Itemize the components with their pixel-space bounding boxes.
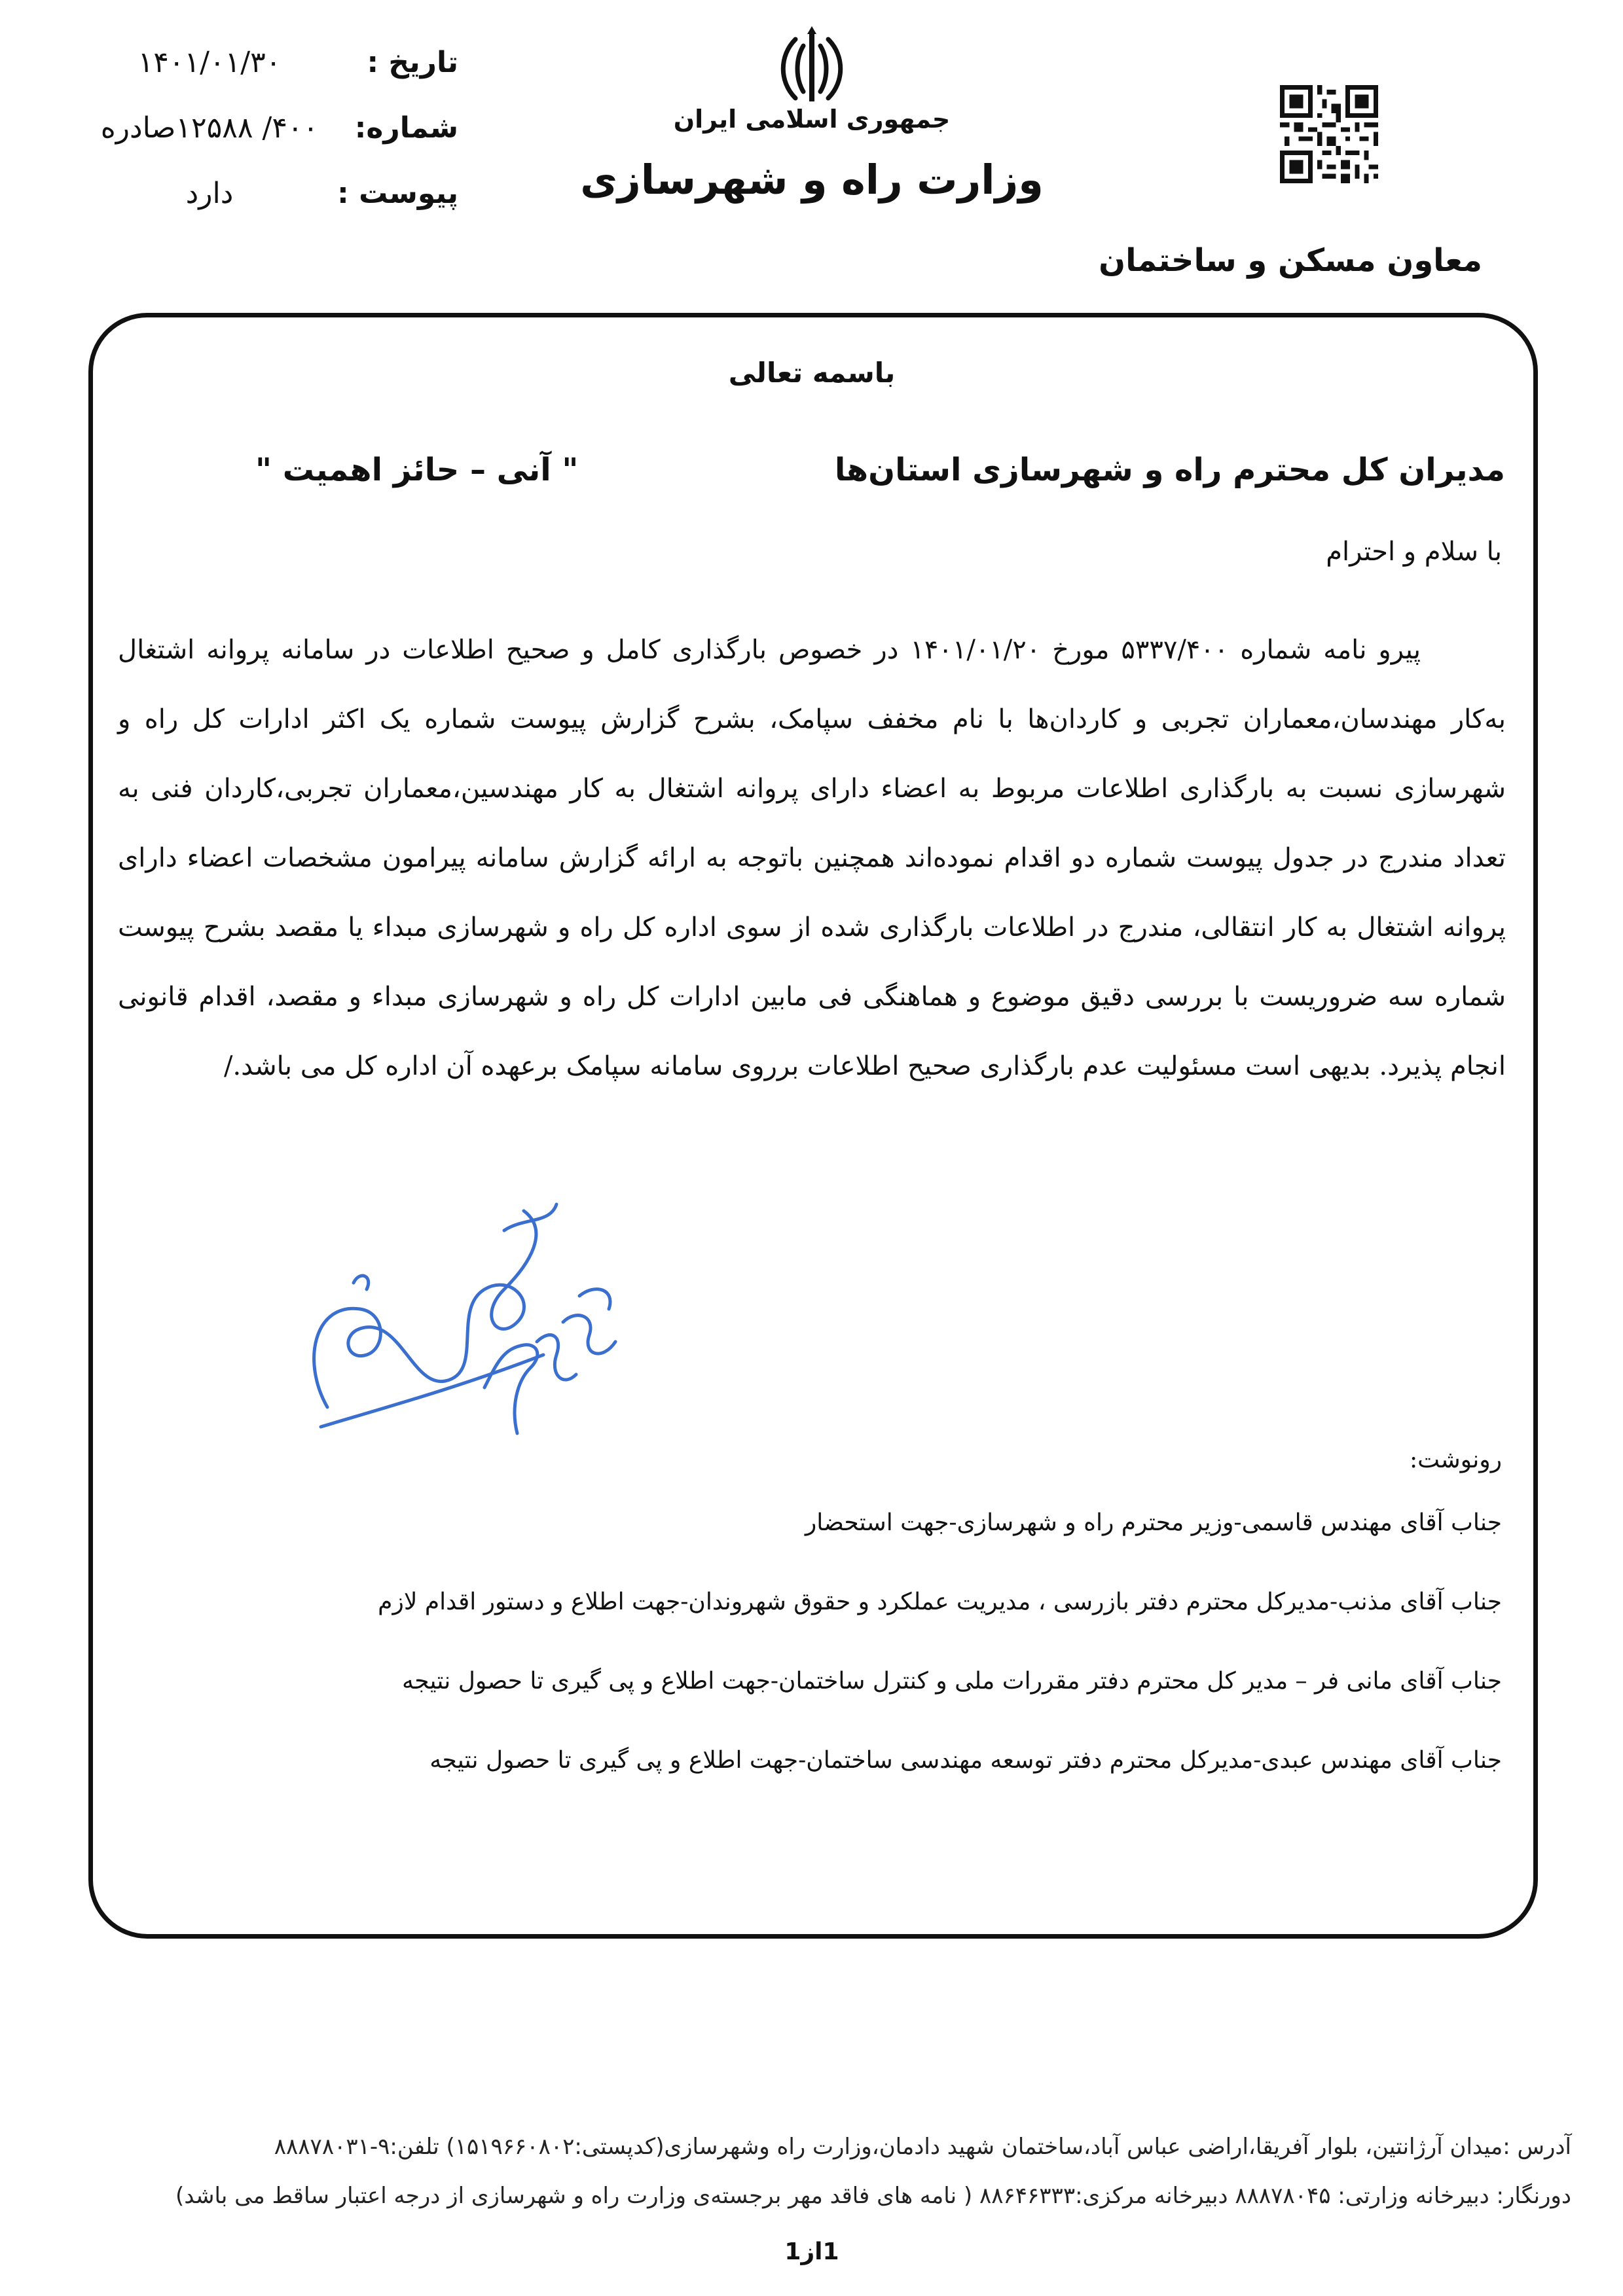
urgency-note: " آنی – حائز اهمیت "	[255, 452, 579, 488]
date-label: تاریخ :	[367, 46, 458, 79]
body-paragraph: پیرو نامه شماره ۵۳۳۷/۴۰۰ مورخ ۱۴۰۱/۰۱/۲۰ در خصوص بارگذاری کامل و صحیح اطلاعات در سامانه پروانه اشتغال به‌کار مهندسان،معماران تجربی و کاردان‌ها با نام مخفف سپامک، بشرح گزارش پیوست شماره یک اکثر ادارات کل راه و شهرسازی نسبت به بارگذاری اطلاعات مربوط به اعضاء دارای پروانه اشتغال به کار مهندسین،معماران تجربی،کاردان فنی به تعداد مندرج در جدول پیوست شماره دو اقدام نموده‌اند همچنین باتوجه به ارائه گزارش سامانه پیرامون مشخصات اعضاء دارای پروانه اشتغال به کار انتقالی، مندرج در اطلاعات بارگذاری شده از سوی اداره کل راه و شهرسازی مبداء یا مقصد بشرح پیوست شماره سه ضروریست با بررسی دقیق موضوع و هماهنگی فی مابین ادارات کل راه و شهرسازی مبداء و مقصد، اقدام قانونی انجام پذیرد. بدیهی است مسئولیت عدم بارگذاری صحیح اطلاعات برروی سامانه سپامک برعهده آن اداره کل می باشد./	[118, 635, 1506, 1081]
page-number: 1از1	[784, 2238, 839, 2265]
date-row	[92, 46, 458, 111]
cc-line: جناب آقای مهندس قاسمی-وزیر محترم راه و شهرسازی-جهت استحضار	[805, 1509, 1502, 1536]
date-value: ۱۴۰۱/۰۱/۳۰	[137, 46, 282, 79]
number-row	[92, 111, 458, 177]
government-name: جمهوری اسلامی ایران	[673, 105, 951, 134]
recipient: مدیران کل محترم راه و شهرسازی استان‌ها	[834, 452, 1505, 488]
qr-code-icon[interactable]	[1280, 85, 1378, 183]
deputy-title: معاون مسکن و ساختمان	[1099, 242, 1482, 279]
letter-meta	[92, 46, 458, 242]
cc-title: رونوشت:	[1409, 1446, 1502, 1473]
cc-line: جناب آقای مهندس عبدی-مدیرکل محترم دفتر توسعه مهندسی ساختمان-جهت اطلاع و پی گیری تا حصول نتیجه	[429, 1747, 1502, 1774]
attachment-value: دارد	[185, 177, 234, 210]
ministry-name: وزارت راه و شهرسازی	[580, 156, 1044, 204]
letter-body	[118, 615, 1506, 1101]
attachment-row	[92, 177, 458, 242]
footer-address: آدرس :میدان آرژانتین، بلوار آفریقا،اراضی عباس آباد،ساختمان شهید دادمان،وزارت راه وشهرسازی(کدپستی:۱۵۱۹۶۶۰۸۰۲) تلفن:۹-۸۸۸۷۸۰۳۱	[274, 2134, 1571, 2160]
attachment-label: پیوست :	[337, 177, 458, 210]
basmala: باسمه تعالی	[728, 357, 896, 389]
number-label: شماره:	[354, 111, 458, 145]
number-value: ۴۰۰/ ۱۲۵۸۸صادره	[100, 111, 319, 145]
iran-emblem-icon	[776, 26, 848, 111]
footer-fax: دورنگار: دبیرخانه وزارتی: ۸۸۸۷۸۰۴۵ دبیرخانه مرکزی:۸۸۶۴۶۳۳۳ ( نامه های فاقد مهر برجسته‌ی وزارت راه و شهرسازی از درجه اعتبار ساقط می باشد)	[175, 2183, 1571, 2209]
footer	[52, 2134, 1571, 2232]
cc-line: جناب آقای مذنب-مدیرکل محترم دفتر بازرسی ، مدیریت عملکرد و حقوق شهروندان-جهت اطلاع و دستور اقدام لازم	[378, 1588, 1502, 1615]
signature-image	[288, 1191, 629, 1466]
cc-block	[127, 1446, 1502, 1826]
greeting: با سلام و احترام	[1326, 537, 1502, 567]
cc-line: جناب آقای مانی فر – مدیر کل محترم دفتر مقررات ملی و کنترل ساختمان-جهت اطلاع و پی گیری تا حصول نتیجه	[401, 1668, 1502, 1695]
